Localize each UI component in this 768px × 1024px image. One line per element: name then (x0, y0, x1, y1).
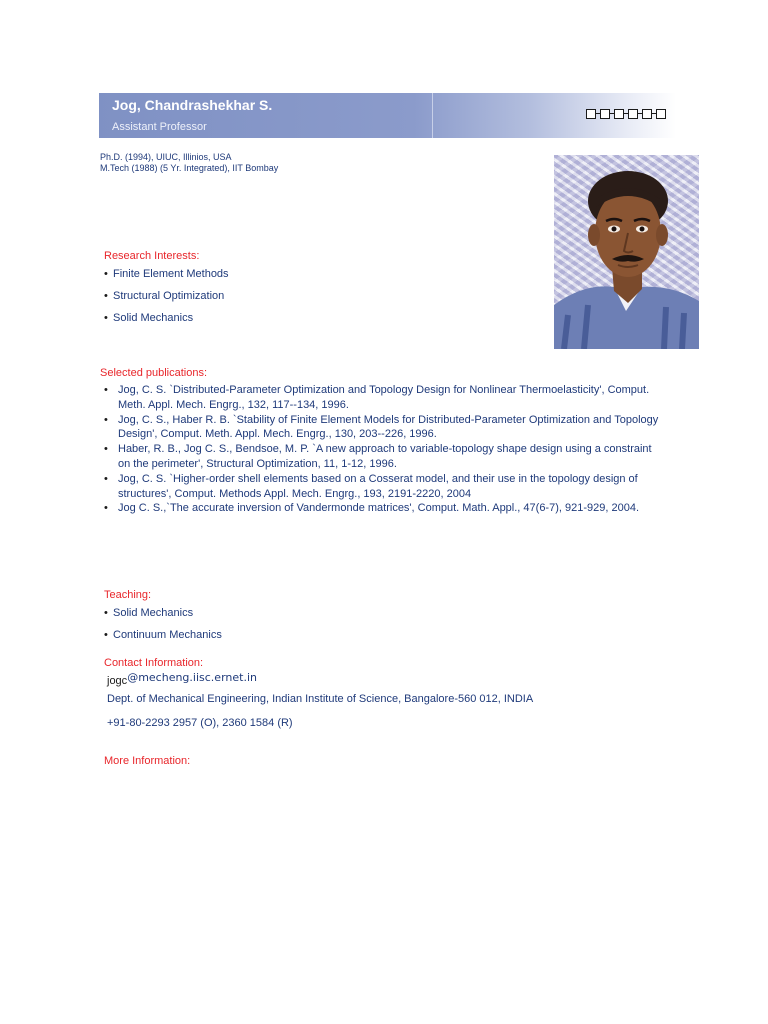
nav-glyph-links[interactable] (586, 108, 666, 119)
research-interests-list (104, 268, 229, 334)
publications-heading: Selected publications: (100, 367, 208, 379)
contact-phone: +91-80-2293 2957 (O), 2360 1584 (R) (107, 717, 293, 729)
teaching-list (104, 607, 222, 651)
glyph-box-icon (656, 109, 666, 119)
contact-email[interactable] (107, 671, 257, 687)
header-divider (432, 93, 433, 138)
glyph-box-icon (600, 109, 610, 119)
profile-title: Assistant Professor (112, 121, 207, 133)
list-item: • Finite Element Methods (104, 268, 229, 290)
contact-heading: Contact Information: (104, 657, 204, 669)
profile-photo (554, 155, 699, 349)
degrees-block (100, 152, 278, 174)
degree-mtech: M.Tech (1988) (5 Yr. Integrated), IIT Bombay (100, 163, 279, 173)
more-information-link[interactable]: More Information: (104, 755, 191, 767)
glyph-box-icon (642, 109, 652, 119)
header-notch (94, 93, 99, 138)
publication-item: • Jog C. S.,`The accurate inversion of Vandermonde matrices', Comput. Math. Appl., 47(6-7), 921-929, 2004. (104, 501, 664, 516)
portrait-illustration (554, 155, 699, 349)
list-item: • Solid Mechanics (104, 607, 222, 629)
glyph-box-icon (614, 109, 624, 119)
degree-phd: Ph.D. (1994), UIUC, Illinios, USA (100, 152, 232, 162)
list-item: • Structural Optimization (104, 290, 229, 312)
publication-item: • Jog, C. S. `Higher-order shell elements based on a Cosserat model, and their use in the topology design of structures', Comput. Methods Appl. Mech. Engrg., 193, 2191-2220, 2004 (104, 472, 664, 502)
contact-address: Dept. of Mechanical Engineering, Indian Institute of Science, Bangalore-560 012, INDIA (107, 693, 534, 705)
glyph-box-icon (586, 109, 596, 119)
email-domain: @mecheng.iisc.ernet.in (127, 671, 257, 684)
publication-item: • Jog, C. S., Haber R. B. `Stability of Finite Element Models for Distributed-Parameter Optimization and Topology Design', Comput. Meth. Appl. Mech. Engrg., 130, 203--226, 1996. (104, 413, 664, 443)
glyph-box-icon (628, 109, 638, 119)
list-item: • Continuum Mechanics (104, 629, 222, 651)
email-user: jogc (107, 675, 128, 687)
publication-item: • Jog, C. S. `Distributed-Parameter Optimization and Topology Design for Nonlinear Thermoelasticity', Comput. Meth. Appl. Mech. Engrg., 132, 117--134, 1996. (104, 383, 664, 413)
profile-name: Jog, Chandrashekhar S. (112, 97, 273, 113)
research-interests-heading: Research Interests: (104, 250, 200, 262)
list-item: • Solid Mechanics (104, 312, 229, 334)
publications-list (104, 383, 664, 516)
publication-item: • Haber, R. B., Jog C. S., Bendsoe, M. P. `A new approach to variable-topology shape design using a constraint on the perimeter', Structural Optimization, 11, 1-12, 1996. (104, 442, 664, 472)
teaching-heading: Teaching: (104, 589, 152, 601)
